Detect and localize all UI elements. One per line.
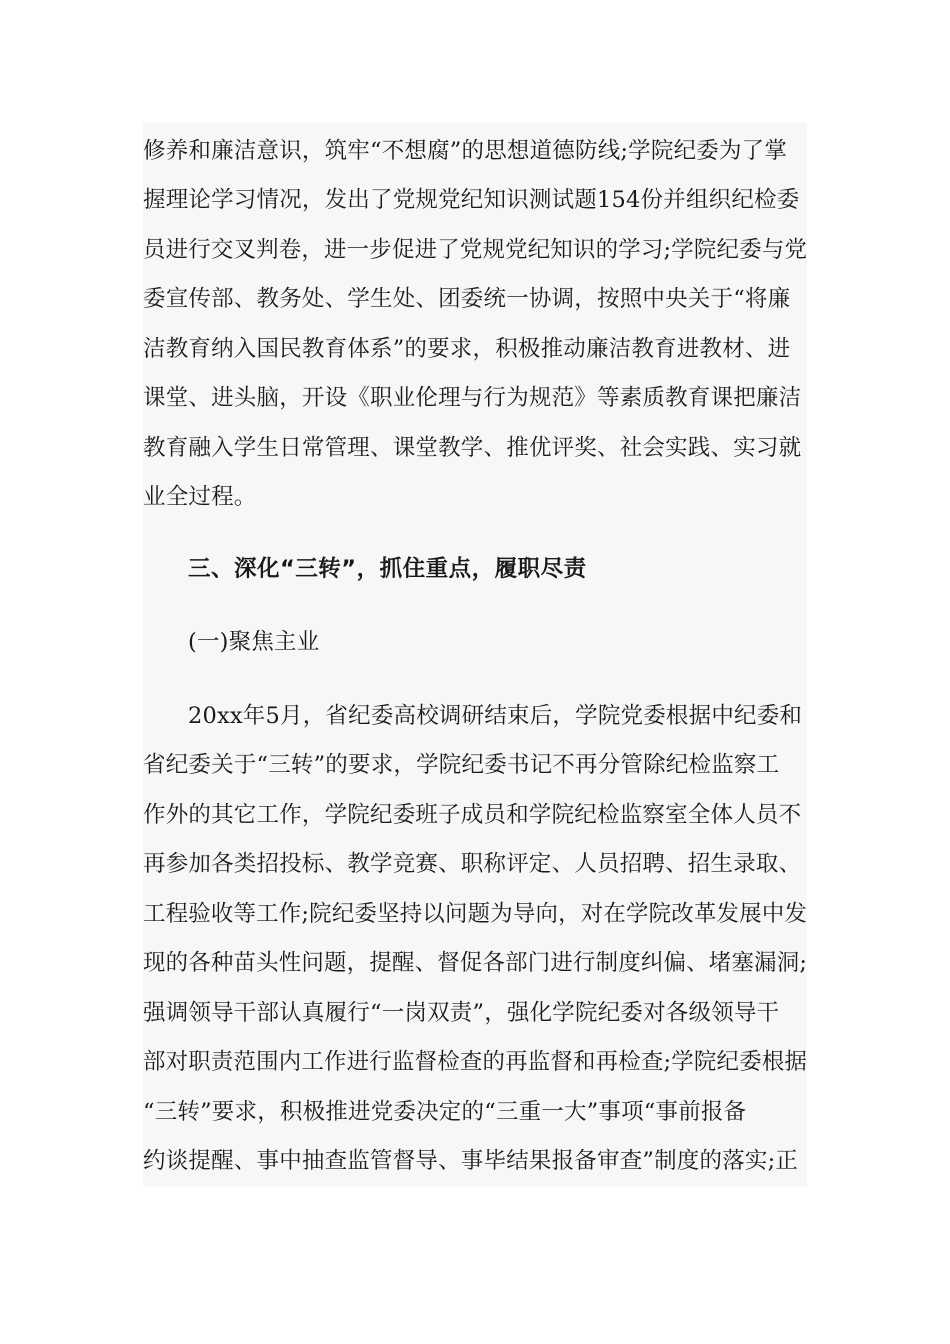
paragraph-1-line-1: 修养和廉洁意识，筑牢“不想腐”的思想道德防线;学院纪委为了掌 [143, 138, 788, 164]
paragraph-1-line-5: 洁教育纳入国民教育体系”的要求，积极推动廉洁教育进教材、进 [143, 336, 791, 362]
document-body [143, 123, 807, 1187]
paragraph-1-line-7: 教育融入学生日常管理、课堂教学、推优评奖、社会实践、实习就 [143, 435, 802, 461]
paragraph-2-line-5: 工程验收等工作;院纪委坚持以问题为导向，对在学院改革发展中发 [143, 901, 808, 927]
paragraph-1-line-6: 课堂、进头脑，开设《职业伦理与行为规范》等素质教育课把廉洁 [143, 385, 802, 411]
paragraph-2-line-8: 部对职责范围内工作进行监督检查的再监督和再检查;学院纪委根据 [143, 1049, 808, 1075]
subheading: (一)聚焦主业 [188, 629, 320, 655]
paragraph-1-line-4: 委宣传部、教务处、学生处、团委统一协调，按照中央关于“将廉 [143, 286, 791, 312]
section-heading: 三、深化“三转”，抓住重点，履职尽责 [188, 556, 587, 582]
paragraph-1-line-3: 员进行交叉判卷，进一步促进了党规党纪知识的学习;学院纪委与党 [143, 237, 808, 263]
paragraph-2-line-9: “三转”要求，积极推进党委决定的“三重一大”事项“事前报备 [143, 1099, 747, 1125]
paragraph-1-line-8: 业全过程。 [143, 484, 257, 510]
paragraph-2-line-10: 约谈提醒、事中抽查监管督导、事毕结果报备审查”制度的落实;正 [143, 1148, 799, 1174]
paragraph-2-line-6: 现的各种苗头性问题，提醒、督促各部门进行制度纠偏、堵塞漏洞; [143, 950, 808, 976]
paragraph-2-line-1: 20xx年5月，省纪委高校调研结束后，学院党委根据中纪委和 [188, 703, 803, 729]
paragraph-2-line-7: 强调领导干部认真履行“一岗双责”，强化学院纪委对各级领导干 [143, 1000, 780, 1026]
paragraph-1-line-2: 握理论学习情况，发出了党规党纪知识测试题154份并组织纪检委 [143, 187, 800, 213]
paragraph-2-line-2: 省纪委关于“三转”的要求，学院纪委书记不再分管除纪检监察工 [143, 752, 780, 778]
paragraph-2-line-4: 再参加各类招投标、教学竞赛、职称评定、人员招聘、招生录取、 [143, 851, 802, 877]
paragraph-2-line-3: 作外的其它工作，学院纪委班子成员和学院纪检监察室全体人员不 [143, 802, 802, 828]
